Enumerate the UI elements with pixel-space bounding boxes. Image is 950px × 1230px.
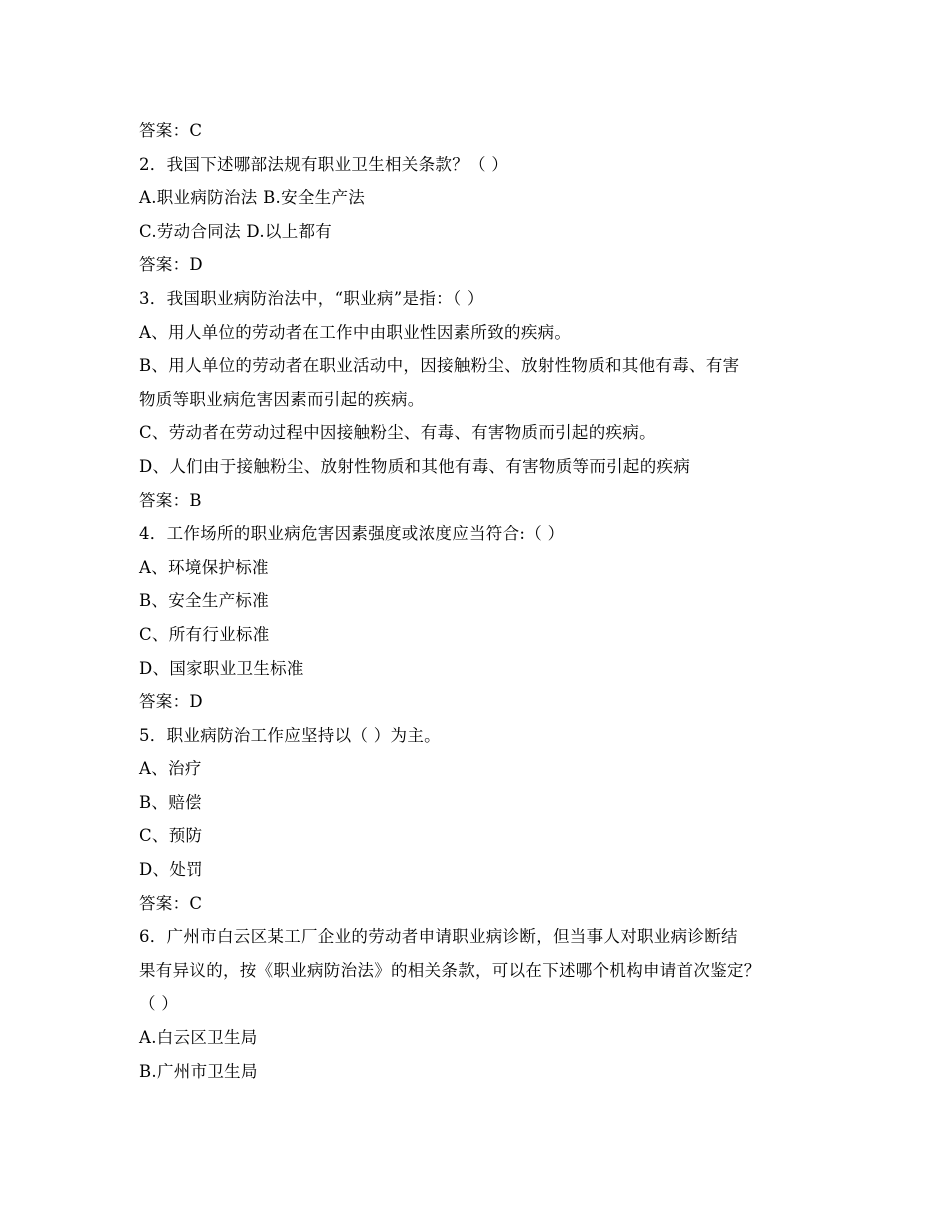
question-3-option-a: A、用人单位的劳动者在工作中由职业性因素所致的疾病。 <box>139 322 572 342</box>
question-4-stem: 4．工作场所的职业病危害因素强度或浓度应当符合:（ ） <box>139 524 565 544</box>
question-3-option-b-line2: 物质等职业病危害因素而引起的疾病。 <box>139 389 425 409</box>
question-5-option-c: C、预防 <box>139 826 203 846</box>
question-3-answer: 答案：B <box>139 490 202 510</box>
question-3-option-d: D、人们由于接触粉尘、放射性物质和其他有毒、有害物质等而引起的疾病 <box>139 456 691 476</box>
question-6-option-b: B.广州市卫生局 <box>139 1061 258 1081</box>
question-6-stem-line2: 果有异议的，按《职业病防治法》的相关条款，可以在下述哪个机构申请首次鉴定？ <box>139 960 761 980</box>
question-6-stem-line3: （ ） <box>139 994 179 1014</box>
question-5-answer: 答案：C <box>139 893 203 913</box>
question-5-stem: 5．职业病防治工作应坚持以（ ）为主。 <box>139 725 441 745</box>
question-6-option-a: A.白云区卫生局 <box>139 1028 258 1048</box>
document-body <box>139 114 819 1088</box>
question-2-answer: 答案：D <box>139 255 203 275</box>
question-3-stem: 3．我国职业病防治法中，“职业病”是指：（ ） <box>139 288 484 308</box>
question-3-option-b-line1: B、用人单位的劳动者在职业活动中，因接触粉尘、放射性物质和其他有毒、有害 <box>139 356 740 376</box>
question-4-option-d: D、国家职业卫生标准 <box>139 658 304 678</box>
question-4-option-c: C、所有行业标准 <box>139 624 270 644</box>
answer-line-1: 答案：C <box>139 121 203 140</box>
question-4-answer: 答案：D <box>139 692 203 712</box>
question-2-options-ab: A.职业病防治法 B.安全生产法 <box>139 188 366 208</box>
question-5-option-d: D、处罚 <box>139 860 203 880</box>
question-6-stem-line1: 6．广州市白云区某工厂企业的劳动者申请职业病诊断，但当事人对职业病诊断结 <box>139 927 738 947</box>
question-2-stem: 2．我国下述哪部法规有职业卫生相关条款？（ ） <box>139 154 509 174</box>
question-2-options-cd: C.劳动合同法 D.以上都有 <box>139 221 333 241</box>
question-4-option-a: A、环境保护标准 <box>139 557 269 577</box>
question-4-option-b: B、安全生产标准 <box>139 591 270 611</box>
question-5-option-a: A、治疗 <box>139 759 202 779</box>
question-5-option-b: B、赔偿 <box>139 792 202 812</box>
question-3-option-c: C、劳动者在劳动过程中因接触粉尘、有毒、有害物质而引起的疾病。 <box>139 423 656 443</box>
